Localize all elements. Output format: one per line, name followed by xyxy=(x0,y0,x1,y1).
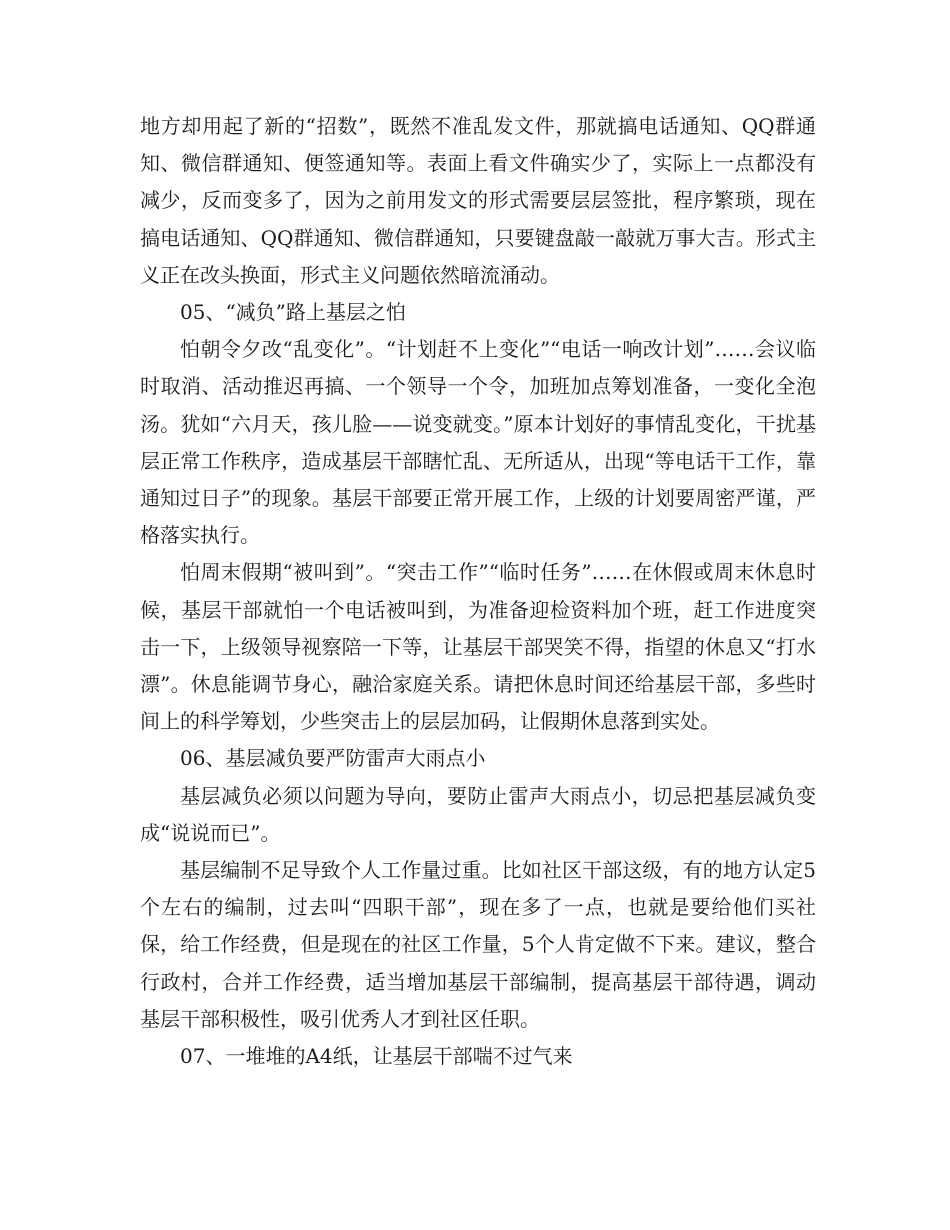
body-paragraph: 基层减负必须以问题为导向，要防止雷声大雨点小，切忌把基层减负变成“说说而已”。 xyxy=(140,783,816,845)
body-paragraph-continued: 地方却用起了新的“招数”，既然不准乱发文件，那就搞电话通知、QQ群通知、微信群通知、便签通知等。表面上看文件确实少了，实际上一点都没有减少，反而变多了，因为之前用发文的形式需要层层签批，程序繁琐，现在搞电话通知、QQ群通知、微信群通知，只要键盘敲一敲就万事大吉。形式主义正在改头换面，形式主义问题依然暗流涌动。 xyxy=(140,114,816,287)
section-heading-05: 05、“减负”路上基层之怕 xyxy=(180,300,406,325)
body-paragraph: 怕周末假期“被叫到”。“突击工作”“临时任务”……在休假或周末休息时候，基层干部就怕一个电话被叫到，为准备迎检资料加个班，赶工作进度突击一下，上级领导视察陪一下等，让基层干部哭笑不得，指望的休息又“打水漂”。休息能调节身心，融洽家庭关系。请把休息时间还给基层干部，多些时间上的科学筹划，少些突击上的层层加码，让假期休息落到实处。 xyxy=(140,560,816,734)
section-heading-06: 06、基层减负要严防雷声大雨点小 xyxy=(180,746,486,771)
body-paragraph: 基层编制不足导致个人工作量过重。比如社区干部这级，有的地方认定5个左右的编制，过去叫“四职干部”，现在多了一点，也就是要给他们买社保，给工作经费，但是现在的社区工作量，5个人肯定做不下来。建议，整合行政村，合并工作经费，适当增加基层干部编制，提高基层干部待遇，调动基层干部积极性，吸引优秀人才到社区任职。 xyxy=(140,858,816,1031)
section-heading-07: 07、一堆堆的A4纸，让基层干部喘不过气来 xyxy=(180,1044,573,1069)
document-body xyxy=(140,108,816,1075)
body-paragraph: 怕朝令夕改“乱变化”。“计划赶不上变化”“电话一响改计划”……会议临时取消、活动推迟再搞、一个领导一个令，加班加点筹划准备，一变化全泡汤。犹如“六月天，孩儿脸——说变就变。”原本计划好的事情乱变化，干扰基层正常工作秩序，造成基层干部瞎忙乱、无所适从，出现“等电话干工作，靠通知过日子”的现象。基层干部要正常开展工作，上级的计划要周密严谨，严格落实执行。 xyxy=(140,337,816,548)
